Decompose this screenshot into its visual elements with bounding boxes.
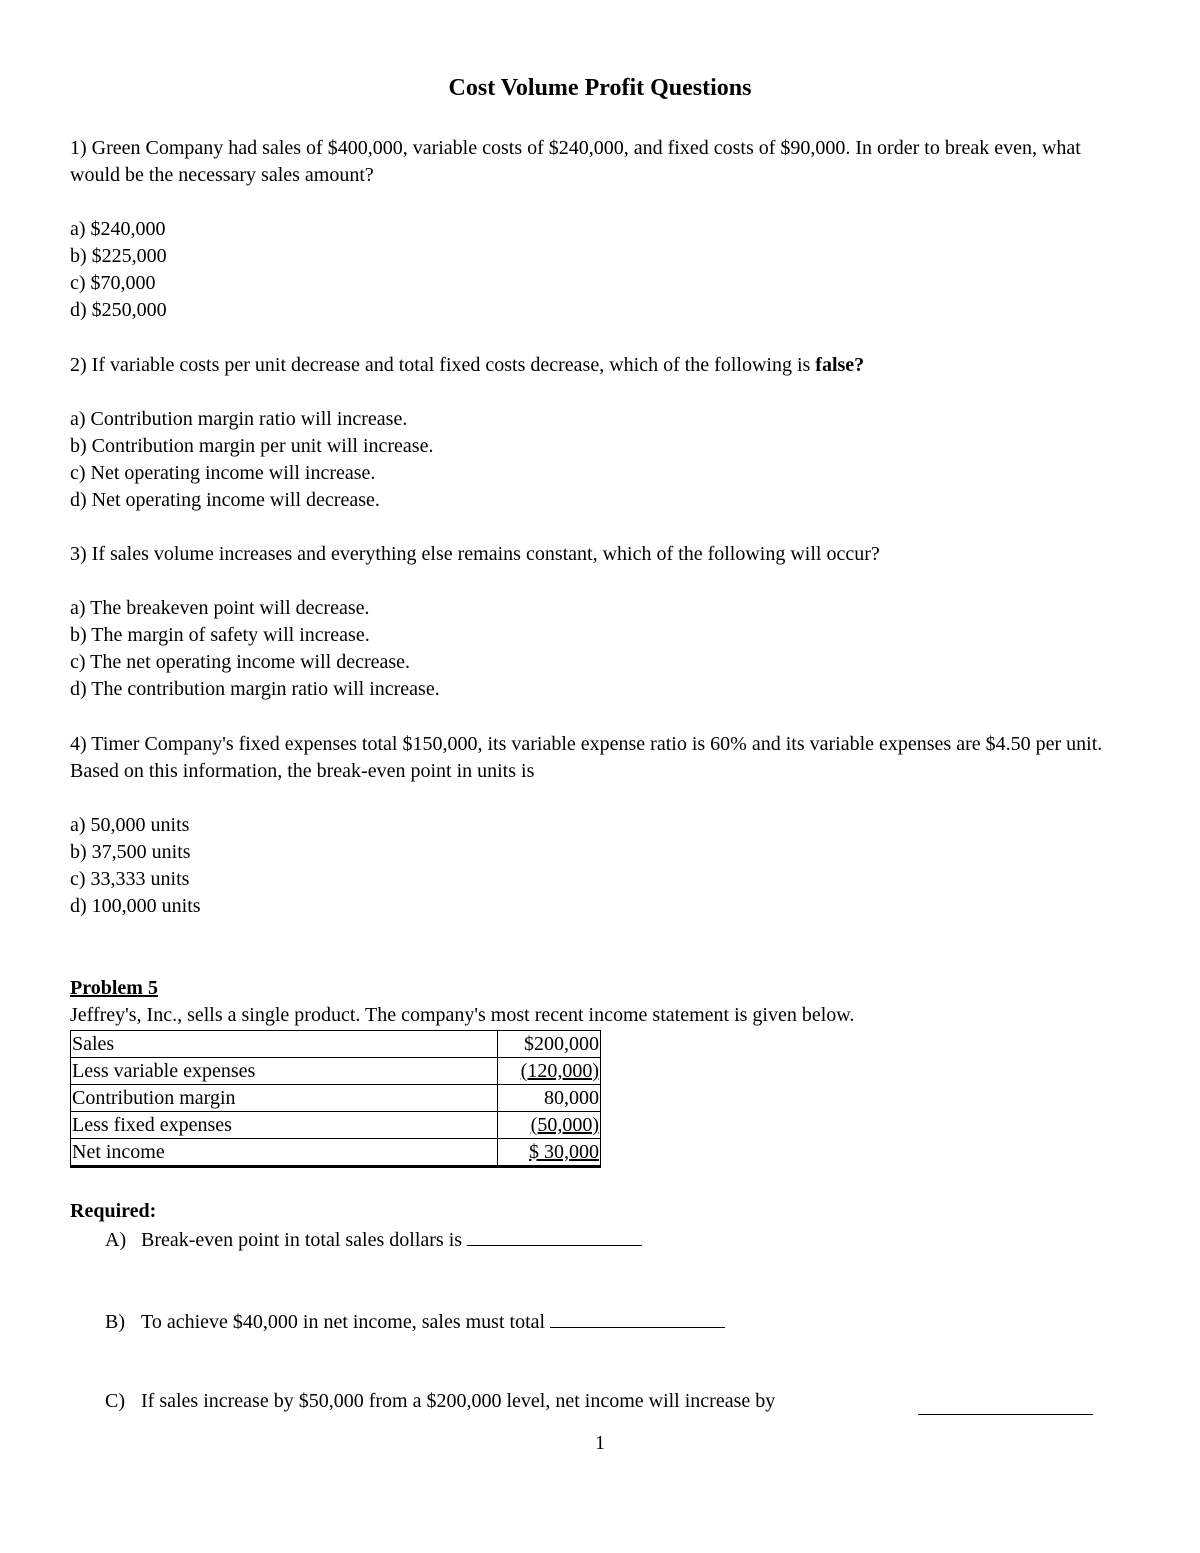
option: b) $225,000 xyxy=(70,245,167,267)
row-label: Less fixed expenses xyxy=(71,1112,498,1139)
required-label: Required: xyxy=(70,1200,157,1222)
option: c) $70,000 xyxy=(70,272,156,294)
page-number: 1 xyxy=(595,1432,605,1454)
page-title: Cost Volume Profit Questions xyxy=(448,75,752,101)
answer-blank[interactable] xyxy=(550,1307,725,1328)
answer-blank[interactable] xyxy=(467,1225,642,1246)
option-list xyxy=(70,216,1130,324)
option: a) 50,000 units xyxy=(70,814,190,836)
problem-heading: Problem 5 xyxy=(70,977,158,999)
option: c) Net operating income will increase. xyxy=(70,462,376,484)
problem-intro: Jeffrey's, Inc., sells a single product. The company's most recent income statement is given below. xyxy=(70,1004,855,1026)
question-2 xyxy=(70,352,1130,514)
row-label: Sales xyxy=(71,1031,498,1058)
row-amount: (120,000) xyxy=(498,1058,601,1085)
question-text: 1) Green Company had sales of $400,000, variable costs of $240,000, and fixed costs of $90,000. In order to break even, what would be the necessary sales amount? xyxy=(70,137,1081,186)
question-text: 3) If sales volume increases and everything else remains constant, which of the following will occur? xyxy=(70,543,880,565)
item-text: To achieve $40,000 in net income, sales must total xyxy=(141,1311,546,1333)
option: a) The breakeven point will decrease. xyxy=(70,597,370,619)
option: a) Contribution margin ratio will increase. xyxy=(70,408,408,430)
table-row xyxy=(71,1085,601,1112)
required-item-b xyxy=(105,1307,725,1336)
option: d) $250,000 xyxy=(70,299,167,321)
row-amount: 80,000 xyxy=(498,1085,601,1112)
question-4 xyxy=(70,731,1130,920)
table-row xyxy=(71,1112,601,1139)
item-letter: B) xyxy=(105,1311,125,1333)
question-text xyxy=(70,352,1130,379)
option-list xyxy=(70,595,1130,703)
table-row xyxy=(71,1058,601,1085)
item-letter: C) xyxy=(105,1390,125,1412)
question-text-emphasis: false? xyxy=(815,354,865,376)
option-list xyxy=(70,406,1130,514)
option: d) 100,000 units xyxy=(70,895,201,917)
row-label: Less variable expenses xyxy=(71,1058,498,1085)
option: b) 37,500 units xyxy=(70,841,191,863)
question-3 xyxy=(70,541,1130,703)
item-letter: A) xyxy=(105,1229,127,1251)
required-item-a xyxy=(105,1225,642,1254)
row-label: Contribution margin xyxy=(71,1085,498,1112)
problem-5-header xyxy=(70,975,1130,1029)
option: b) The margin of safety will increase. xyxy=(70,624,370,646)
item-text: Break-even point in total sales dollars is xyxy=(141,1229,463,1251)
question-text: 4) Timer Company's fixed expenses total $150,000, its variable expense ratio is 60% and its variable expenses are $4.50 per unit. Based on this information, the break-even point in units is xyxy=(70,733,1103,782)
income-statement-table xyxy=(70,1030,601,1168)
row-amount: $ 30,000 xyxy=(498,1139,601,1167)
table-row xyxy=(71,1139,601,1167)
required-item-c xyxy=(105,1388,775,1415)
answer-blank[interactable] xyxy=(918,1394,1093,1415)
row-label: Net income xyxy=(71,1139,498,1167)
question-1 xyxy=(70,135,1130,324)
option: b) Contribution margin per unit will increase. xyxy=(70,435,434,457)
option: d) The contribution margin ratio will increase. xyxy=(70,678,440,700)
required-section xyxy=(70,1198,1130,1225)
option: d) Net operating income will decrease. xyxy=(70,489,380,511)
item-text: If sales increase by $50,000 from a $200,000 level, net income will increase by xyxy=(141,1390,776,1412)
option: c) 33,333 units xyxy=(70,868,190,890)
row-amount: $200,000 xyxy=(498,1031,601,1058)
question-text-main: 2) If variable costs per unit decrease and total fixed costs decrease, which of the following is xyxy=(70,354,816,376)
row-amount: (50,000) xyxy=(498,1112,601,1139)
option-list xyxy=(70,812,1130,920)
option: a) $240,000 xyxy=(70,218,166,240)
table-row xyxy=(71,1031,601,1058)
option: c) The net operating income will decrease. xyxy=(70,651,411,673)
